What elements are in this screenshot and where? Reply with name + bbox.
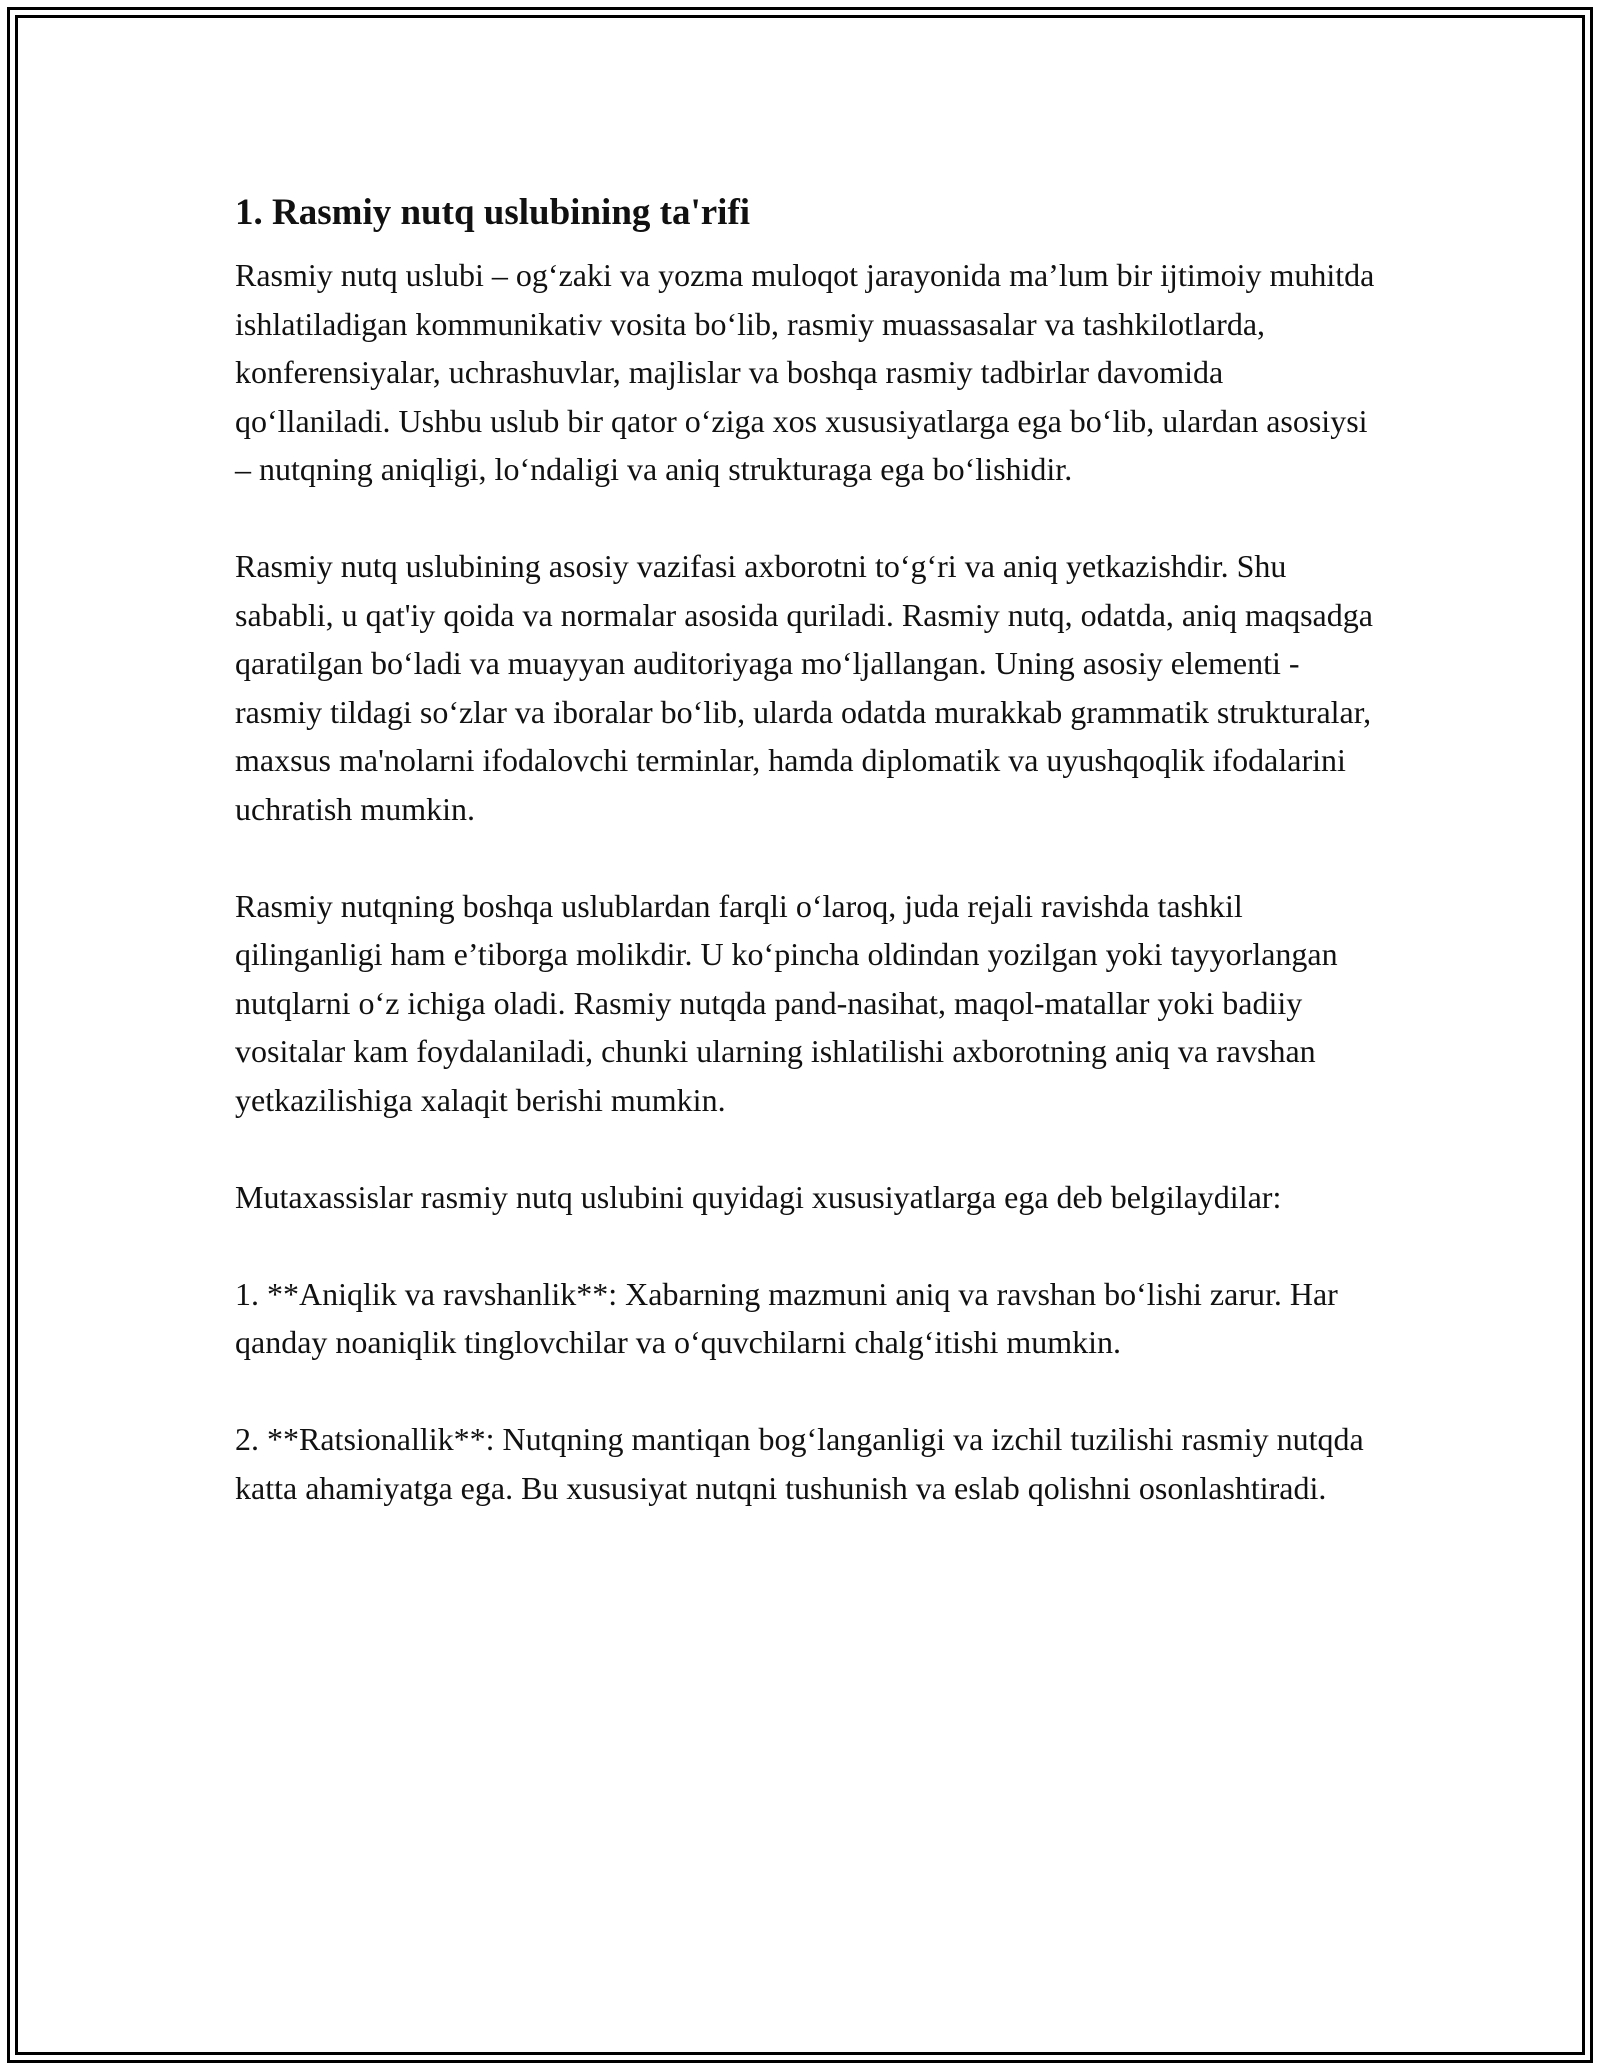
- paragraph-definition: Rasmiy nutq uslubi – og‘zaki va yozma muloqot jarayonida ma’lum bir ijtimoiy muhitda ishlatiladigan kommunikativ vosita bo‘lib, rasmiy muassasalar va tashkilotlarda, konferensiyalar, uchrashuvlar, majlislar va boshqa rasmiy tadbirlar davomida qo‘llaniladi. Ushbu uslub bir qator o‘ziga xos xususiyatlarga ega bo‘lib, ulardan asosiysi – nutqning aniqligi, lo‘ndaligi va aniq strukturaga ega bo‘lishidir.: [235, 257, 1375, 487]
- list-item-accuracy: 1. **Aniqlik va ravshanlik**: Xabarning mazmuni aniq va ravshan bo‘lishi zarur. Har qanday noaniqlik tinglovchilar va o‘quvchilarni chalg‘itishi mumkin.: [235, 1275, 1338, 1360]
- document-title: 1. Rasmiy nutq uslubining ta'rifi: [235, 192, 751, 233]
- paragraph-features-intro: Mutaxassislar rasmiy nutq uslubini quyidagi xususiyatlarga ega deb belgilaydilar:: [235, 1178, 1282, 1215]
- paragraph-main-purpose: Rasmiy nutq uslubining asosiy vazifasi axborotni to‘g‘ri va aniq yetkazishdir. Shu sababli, u qat'iy qoida va normalar asosida quriladi. Rasmiy nutq, odatda, aniq maqsadga qaratilgan bo‘ladi va muayyan auditoriyaga mo‘ljallangan. Uning asosiy elementi - rasmiy tildagi so‘zlar va iboralar bo‘lib, ularda odatda murakkab grammatik strukturalar, maxsus ma'nolarni ifodalovchi terminlar, hamda diplomatik va uyushqoqlik ifodalarini uchratish mumkin.: [235, 548, 1373, 827]
- list-item-rationality: 2. **Ratsionallik**: Nutqning mantiqan bog‘langanligi va izchil tuzilishi rasmiy nutqda katta ahamiyatga ega. Bu xususiyat nutqni tushunish va eslab qolishni osonlashtiradi.: [235, 1421, 1364, 1506]
- paragraph-organization: Rasmiy nutqning boshqa uslublardan farqli o‘laroq, juda rejali ravishda tashkil qilinganligi ham e’tiborga molikdir. U ko‘pincha oldindan yozilgan yoki tayyorlangan nutqlarni o‘z ichiga oladi. Rasmiy nutqda pand-nasihat, maqol-matallar yoki badiiy vositalar kam foydalaniladi, chunki ularning ishlatilishi axborotning aniq va ravshan yetkazilishiga xalaqit berishi mumkin.: [235, 887, 1338, 1118]
- document-body: [235, 185, 1375, 1512]
